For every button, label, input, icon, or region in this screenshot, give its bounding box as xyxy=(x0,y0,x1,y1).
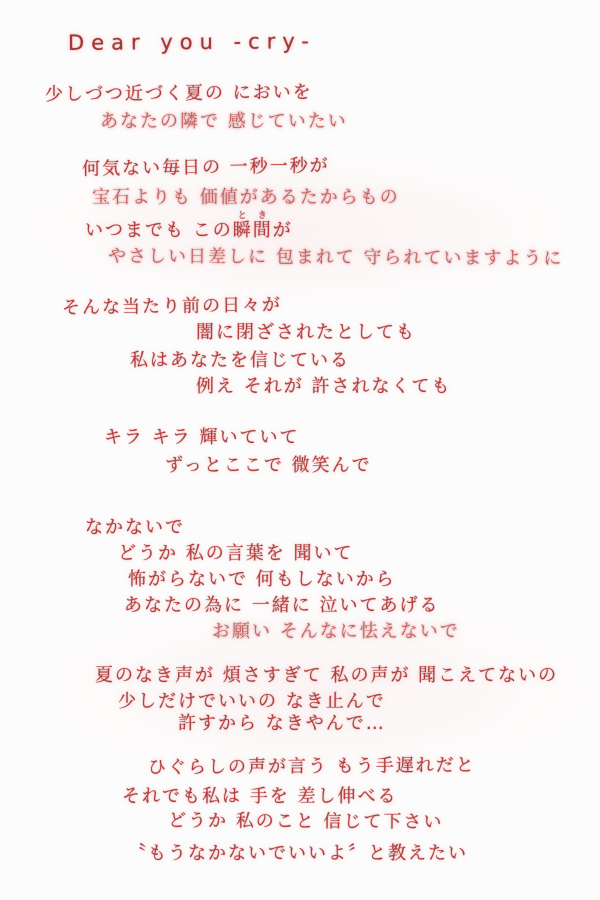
lyric-line-16: あなたの為に 一緒に 泣いてあげる xyxy=(124,595,440,616)
lyric-line-3: 何気ない毎日の 一秒一秒が xyxy=(81,155,330,180)
lyric-line-1: 少しづつ近づく夏の においを xyxy=(44,81,313,106)
lyric-line-14: どうか 私の言葉を 聞いて xyxy=(118,543,354,564)
furigana-word: 瞬間とき xyxy=(232,211,273,241)
lyric-line-7: そんな当たり前の日々が xyxy=(61,294,283,319)
lyric-line-13: なかないで xyxy=(85,517,185,538)
lyric-line-4: 宝石よりも 価値があるたからもの xyxy=(92,187,400,208)
song-title: Dear you -cry- xyxy=(67,29,317,55)
lyric-line-18: 夏のなき声が 煩さすぎて 私の声が 聞こえてないの xyxy=(95,665,559,686)
lyric-line-23: どうか 私のこと 信じて下さい xyxy=(167,810,444,833)
lyric-line-5: いつまでも この瞬間ときが xyxy=(85,211,293,241)
lyric-line-6: やさしい日差しに 包まれて 守られていますように xyxy=(107,245,564,270)
lyric-line-2: あなたの隣で 感じていたい xyxy=(100,111,348,132)
lyric-line-20: 許すから なきやんで… xyxy=(178,713,386,734)
lyric-line-10: 例え それが 許されなくても xyxy=(196,376,452,397)
lyric-line-8: 闇に閉ざされたとしても xyxy=(196,322,416,343)
lyric-line-24: 〝もうなかないでいいよ〞と教えたい xyxy=(128,843,468,864)
lyric-line-22: それでも私は 手を 差し伸べる xyxy=(122,786,398,807)
lyric-line-21: ひぐらしの声が言う もう手遅れだと xyxy=(147,754,476,779)
lyric-line-12: ずっとここで 微笑んで xyxy=(165,455,372,476)
lyric-line-11: キラ キラ 輝いていて xyxy=(104,427,300,448)
lyric-line-19: 少しだけでいいの なき止んで xyxy=(118,691,386,712)
lyric-line-17: お願い そんなに怯えないで xyxy=(212,621,460,642)
lyric-line-15: 怖がらないで 何もしないから xyxy=(128,569,396,590)
lyric-line-9: 私はあなたを信じている xyxy=(130,350,350,371)
